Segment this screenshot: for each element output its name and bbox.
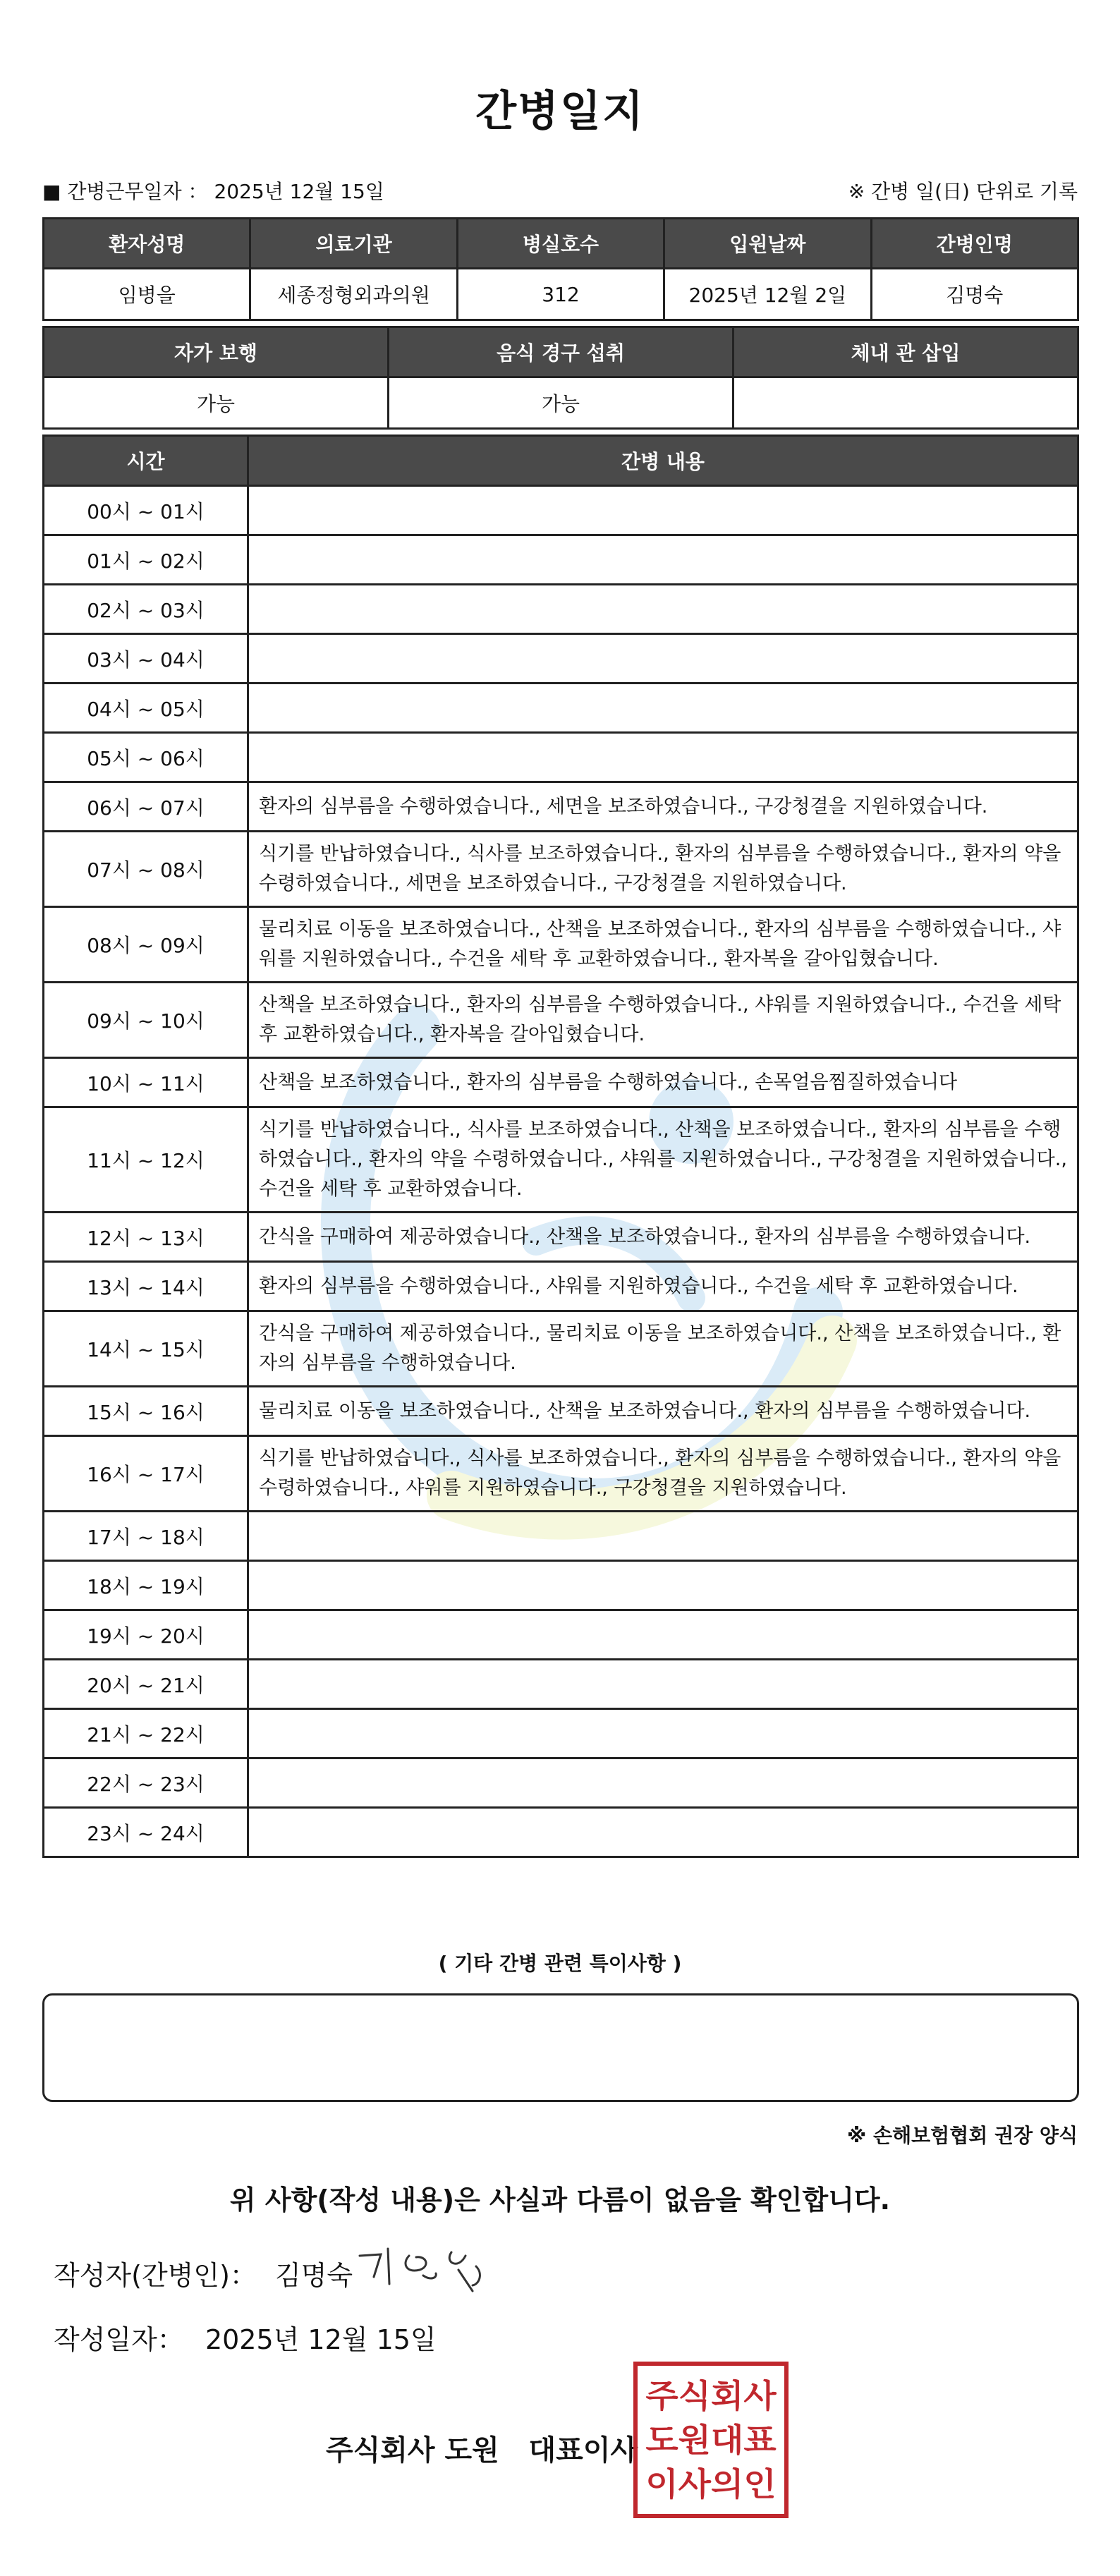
header-caregiver: 간병인명	[871, 219, 1078, 269]
care-log-table	[42, 435, 1079, 1858]
header-room: 병실호수	[457, 219, 664, 269]
seal-line: 주식회사	[645, 2377, 777, 2415]
log-time: 23시 ~ 24시	[44, 1808, 248, 1857]
table-row	[44, 983, 1078, 1058]
log-time: 08시 ~ 09시	[44, 907, 248, 983]
log-time: 05시 ~ 06시	[44, 733, 248, 782]
header-tube-insertion: 체내 관 삽입	[734, 327, 1078, 377]
work-date-label: ■ 간병근무일자 ：	[42, 180, 208, 203]
header-hospital: 의료기관	[250, 219, 457, 269]
log-content	[248, 1512, 1078, 1561]
log-content	[248, 1610, 1078, 1660]
log-content: 산책을 보조하였습니다., 환자의 심부름을 수행하였습니다., 손목얼음찜질하였습니다	[248, 1058, 1078, 1107]
table-row	[44, 1311, 1078, 1387]
header-care-content: 간병 내용	[248, 436, 1078, 486]
table-row	[44, 1262, 1078, 1311]
table-row	[44, 634, 1078, 684]
header-self-walking: 자가 보행	[44, 327, 389, 377]
author-line	[54, 2254, 353, 2292]
log-time: 19시 ~ 20시	[44, 1610, 248, 1660]
company-representative: 주식회사 도원 대표이사	[326, 2434, 638, 2467]
log-time: 02시 ~ 03시	[44, 585, 248, 634]
table-row	[44, 1213, 1078, 1262]
log-content	[248, 1660, 1078, 1709]
table-row	[44, 1758, 1078, 1808]
table-row	[44, 1512, 1078, 1561]
table-row	[44, 535, 1078, 585]
log-time: 11시 ~ 12시	[44, 1107, 248, 1213]
self-walking-value: 가능	[44, 377, 389, 429]
table-row	[44, 1808, 1078, 1857]
table-row	[44, 1058, 1078, 1107]
log-content	[248, 585, 1078, 634]
caregiver-name: 김명숙	[871, 269, 1078, 320]
table-row	[44, 1610, 1078, 1660]
log-time: 17시 ~ 18시	[44, 1512, 248, 1561]
log-time: 13시 ~ 14시	[44, 1262, 248, 1311]
log-content: 간식을 구매하여 제공하였습니다., 산책을 보조하였습니다., 환자의 심부름을 수행하였습니다.	[248, 1213, 1078, 1262]
table-row	[44, 1387, 1078, 1436]
seal-line: 이사의인	[645, 2465, 777, 2503]
table-row	[44, 1660, 1078, 1709]
log-time: 18시 ~ 19시	[44, 1561, 248, 1610]
confirmation-statement: 위 사항(작성 내용)은 사실과 다름이 없음을 확인합니다.	[229, 2185, 891, 2216]
header-admission-date: 입원날짜	[664, 219, 871, 269]
admission-date: 2025년 12월 2일	[664, 269, 871, 320]
patient-status-table	[42, 326, 1079, 430]
table-row	[44, 684, 1078, 733]
log-content: 식기를 반납하였습니다., 식사를 보조하였습니다., 산책을 보조하였습니다., 환자의 심부름을 수행하였습니다., 환자의 약을 수령하였습니다., 샤워를 지원하였습니다., 구강청결을 지원하였습니다., 수건을 세탁 후 교환하였습니다.	[248, 1107, 1078, 1213]
patient-name: 임병을	[44, 269, 250, 320]
patient-info-table	[42, 217, 1079, 321]
recommended-form-note: ※ 손해보험협회 권장 양식	[847, 2124, 1078, 2147]
work-date-line	[42, 176, 384, 205]
log-content: 간식을 구매하여 제공하였습니다., 물리치료 이동을 보조하였습니다., 산책을 보조하였습니다., 환자의 심부름을 수행하였습니다.	[248, 1311, 1078, 1387]
hospital-name: 세종정형외과의원	[250, 269, 457, 320]
table-row	[44, 832, 1078, 907]
room-number: 312	[457, 269, 664, 320]
written-date-line	[54, 2318, 437, 2357]
log-time: 00시 ~ 01시	[44, 486, 248, 535]
seal-line: 도원대표	[645, 2422, 777, 2460]
tube-insertion-value	[734, 377, 1078, 429]
log-content	[248, 535, 1078, 585]
log-content: 식기를 반납하였습니다., 식사를 보조하였습니다., 환자의 심부름을 수행하였습니다., 환자의 약을 수령하였습니다., 샤워를 지원하였습니다., 구강청결을 지원하였습니다.	[248, 1436, 1078, 1512]
table-row	[44, 907, 1078, 983]
daily-record-note: ※ 간병 일(日) 단위로 기록	[848, 180, 1078, 203]
log-time: 04시 ~ 05시	[44, 684, 248, 733]
notes-box[interactable]	[42, 1993, 1079, 2102]
log-time: 20시 ~ 21시	[44, 1660, 248, 1709]
log-content	[248, 1808, 1078, 1857]
log-time: 22시 ~ 23시	[44, 1758, 248, 1808]
log-time: 09시 ~ 10시	[44, 983, 248, 1058]
log-content: 환자의 심부름을 수행하였습니다., 샤워를 지원하였습니다., 수건을 세탁 후 교환하였습니다.	[248, 1262, 1078, 1311]
table-row	[44, 1709, 1078, 1758]
header-oral-intake: 음식 경구 섭취	[389, 327, 734, 377]
log-content	[248, 1561, 1078, 1610]
log-time: 15시 ~ 16시	[44, 1387, 248, 1436]
log-content	[248, 733, 1078, 782]
log-content	[248, 486, 1078, 535]
log-time: 01시 ~ 02시	[44, 535, 248, 585]
log-time: 14시 ~ 15시	[44, 1311, 248, 1387]
company-seal	[633, 2362, 789, 2518]
author-label: 작성자(간병인)：	[54, 2260, 257, 2291]
log-content	[248, 1709, 1078, 1758]
log-time: 07시 ~ 08시	[44, 832, 248, 907]
table-row	[44, 1107, 1078, 1213]
log-content	[248, 684, 1078, 733]
log-time: 06시 ~ 07시	[44, 782, 248, 832]
table-row	[44, 782, 1078, 832]
log-content: 물리치료 이동을 보조하였습니다., 산책을 보조하였습니다., 환자의 심부름을 수행하였습니다.	[248, 1387, 1078, 1436]
care-log-rows	[44, 486, 1078, 1857]
work-date-value: 2025년 12월 15일	[214, 180, 384, 203]
oral-intake-value: 가능	[389, 377, 734, 429]
log-content: 식기를 반납하였습니다., 식사를 보조하였습니다., 환자의 심부름을 수행하였습니다., 환자의 약을 수령하였습니다., 세면을 보조하였습니다., 구강청결을 지원하였습니다.	[248, 832, 1078, 907]
log-time: 03시 ~ 04시	[44, 634, 248, 684]
table-row	[44, 1436, 1078, 1512]
document-title: 간병일지	[475, 87, 645, 136]
table-row	[44, 733, 1078, 782]
table-row	[44, 585, 1078, 634]
written-date-label: 작성일자：	[54, 2324, 184, 2355]
log-content	[248, 634, 1078, 684]
log-content: 환자의 심부름을 수행하였습니다., 세면을 보조하였습니다., 구강청결을 지원하였습니다.	[248, 782, 1078, 832]
log-time: 12시 ~ 13시	[44, 1213, 248, 1262]
table-row	[44, 486, 1078, 535]
log-content	[248, 1758, 1078, 1808]
author-name: 김명숙	[275, 2260, 353, 2291]
header-patient-name: 환자성명	[44, 219, 250, 269]
table-row	[44, 1561, 1078, 1610]
log-time: 21시 ~ 22시	[44, 1709, 248, 1758]
log-time: 16시 ~ 17시	[44, 1436, 248, 1512]
notes-label: ( 기타 간병 관련 특이사항 )	[438, 1952, 682, 1975]
log-content: 산책을 보조하였습니다., 환자의 심부름을 수행하였습니다., 샤워를 지원하였습니다., 수건을 세탁 후 교환하였습니다., 환자복을 갈아입혔습니다.	[248, 983, 1078, 1058]
log-time: 10시 ~ 11시	[44, 1058, 248, 1107]
written-date-value: 2025년 12월 15일	[205, 2324, 437, 2355]
header-time: 시간	[44, 436, 248, 486]
handwritten-signature	[353, 2242, 494, 2298]
log-content: 물리치료 이동을 보조하였습니다., 산책을 보조하였습니다., 환자의 심부름을 수행하였습니다., 샤워를 지원하였습니다., 수건을 세탁 후 교환하였습니다., 환자복을 갈아입혔습니다.	[248, 907, 1078, 983]
notes-content	[44, 1995, 1077, 2015]
